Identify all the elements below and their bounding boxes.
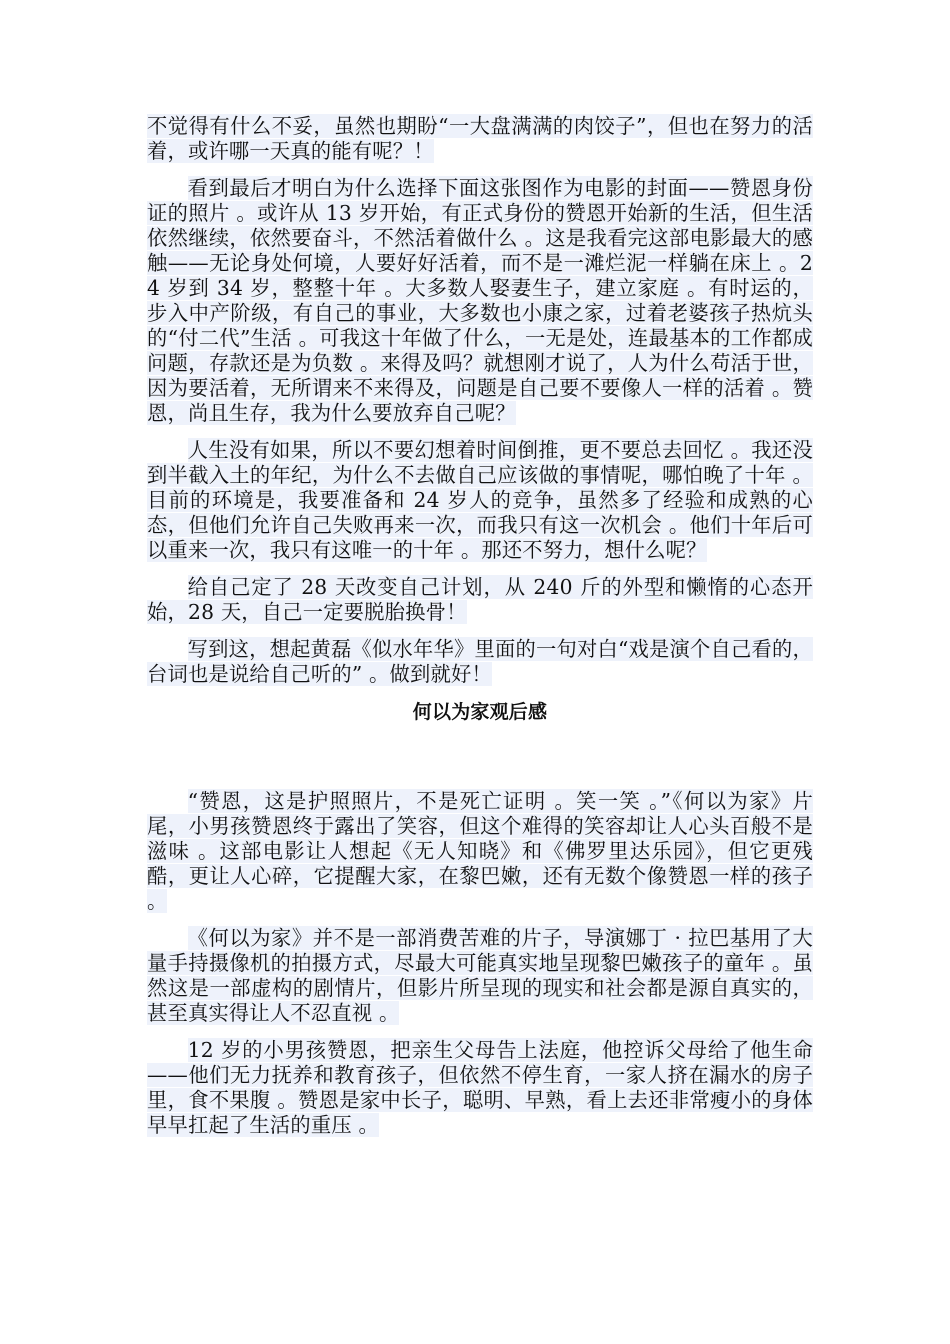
paragraph bbox=[147, 1038, 813, 1138]
paragraph-text: 不觉得有什么不妥，虽然也期盼“一大盘满满的肉饺子”，但也在努力的活着，或许哪一天真的能有呢？！ bbox=[147, 114, 813, 163]
paragraph-continuation bbox=[147, 114, 813, 164]
paragraph-text: 人生没有如果，所以不要幻想着时间倒推，更不要总去回忆 。我还没到半截入土的年纪，为什么不去做自己应该做的事情呢，哪怕晚了十年 。目前的环境是，我要准备和 24 岁人的竞争，虽然多了经验和成熟的心态，但他们允许自己失败再来一次，而我只有这一次机会 。他们十年后可以重来一次，我只有这唯一的十年 。那还不努力，想什么呢？ bbox=[147, 438, 813, 562]
document-body bbox=[147, 114, 813, 1150]
paragraph bbox=[147, 637, 813, 687]
paragraph-text: 给自己定了 28 天改变自己计划，从 240 斤的外型和懒惰的心态开始，28 天，自己一定要脱胎换骨！ bbox=[147, 575, 813, 624]
paragraph-text: 12 岁的小男孩赞恩，把亲生父母告上法庭，他控诉父母给了他生命——他们无力抚养和教育孩子，但依然不停生育，一家人挤在漏水的房子里，食不果腹 。赞恩是家中长子，聪明、早熟，看上去还非常瘦小的身体早早扛起了生活的重压 。 bbox=[147, 1038, 813, 1137]
heading-spacer bbox=[147, 725, 813, 789]
paragraph-text: 看到最后才明白为什么选择下面这张图作为电影的封面——赞恩身份证的照片 。或许从 13 岁开始，有正式身份的赞恩开始新的生活，但生活依然继续，依然要奋斗，不然活着做什么 。这是我看完这部电影最大的感触——无论身处何境，人要好好活着，而不是一滩烂泥一样躺在床上 。24 岁到 34 岁，整整十年 。大多数人娶妻生子，建立家庭 。有时运的，步入中产阶级，有自己的事业，大多数也小康之家，过着老婆孩子热炕头的“付二代”生活 。可我这十年做了什么，一无是处，连最基本的工作都成问题，存款还是为负数 。来得及吗？就想刚才说了，人为什么苟活于世，因为要活着，无所谓来不来得及，问题是自己要不要像人一样的活着 。赞恩，尚且生存，我为什么要放弃自己呢？ bbox=[147, 176, 813, 425]
paragraph-text: 写到这，想起黄磊《似水年华》里面的一句对白“戏是演个自己看的，台词也是说给自己听的” 。做到就好！ bbox=[147, 637, 813, 686]
paragraph bbox=[147, 575, 813, 625]
paragraph-text: “赞恩，这是护照照片，不是死亡证明 。笑一笑 。”《何以为家》片尾，小男孩赞恩终于露出了笑容，但这个难得的笑容却让人心头百般不是滋味 。这部电影让人想起《无人知晓》和《佛罗里达乐园》，但它更残酷，更让人心碎，它提醒大家，在黎巴嫩，还有无数个像赞恩一样的孩子 。 bbox=[147, 789, 813, 913]
paragraph bbox=[147, 438, 813, 563]
paragraph bbox=[147, 926, 813, 1026]
paragraph bbox=[147, 789, 813, 914]
paragraph bbox=[147, 176, 813, 426]
paragraph-text: 《何以为家》并不是一部消费苦难的片子，导演娜丁 · 拉巴基用了大量手持摄像机的拍摄方式，尽最大可能真实地呈现黎巴嫩孩子的童年 。虽然这是一部虚构的剧情片，但影片所呈现的现实和社会都是源自真实的，甚至真实得让人不忍直视 。 bbox=[147, 926, 813, 1025]
section-heading: 何以为家观后感 bbox=[412, 701, 548, 723]
